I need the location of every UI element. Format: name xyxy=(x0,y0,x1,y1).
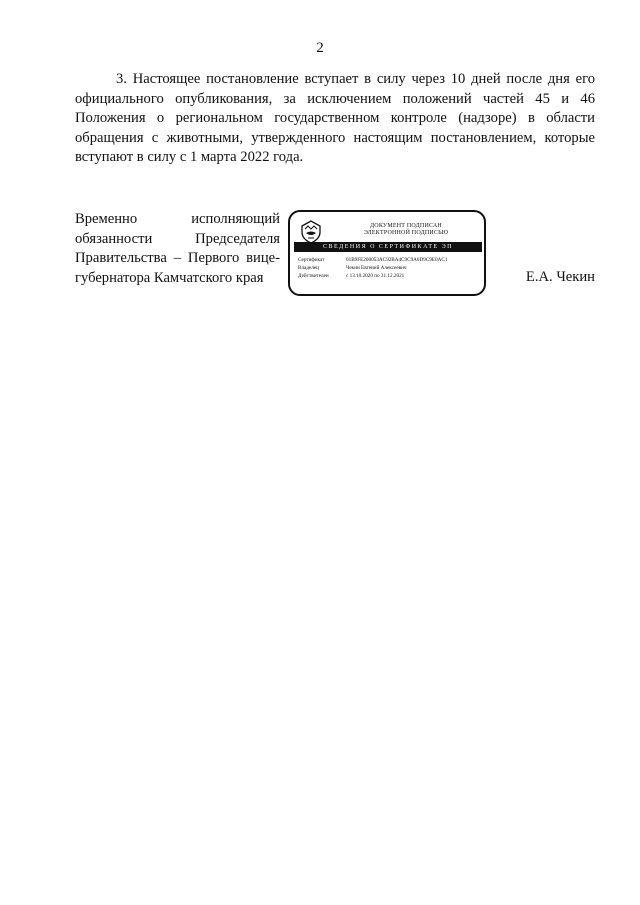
stamp-title-line: ЭЛЕКТРОННОЙ ПОДПИСЬЮ xyxy=(363,230,449,236)
page-number: 2 xyxy=(316,40,324,56)
stamp-title xyxy=(336,223,476,237)
stamp-row-label: Владелец xyxy=(298,265,319,271)
signer-name: Е.А. Чекин xyxy=(525,269,595,285)
stamp-row-value: Чекин Евгений Алексеевич xyxy=(346,265,407,271)
stamp-title-line: ДОКУМЕНТ ПОДПИСАН xyxy=(370,223,442,229)
stamp-row-value: с 13.10.2020 по 31.12.2021 xyxy=(346,273,405,279)
signer-title: Временно исполняющий обязанности Председателя Правительства – Первого вице-губернатора Камчатского края xyxy=(75,211,280,286)
stamp-row-validity xyxy=(298,272,480,280)
stamp-row-owner xyxy=(298,264,480,272)
stamp-row-value: 01B9FE200053AC92BA4C9C9A0D9C9E0AC1 xyxy=(346,257,448,263)
stamp-certificate-header: СВЕДЕНИЯ О СЕРТИФИКАТЕ ЭП xyxy=(294,242,482,252)
body-paragraph: 3. Настоящее постановление вступает в силу через 10 дней после дня его официального опубликования, за исключением положений частей 45 и 46 Положения о региональном государственном контроле (надзоре) в области обращения с животными, утвержденного настоящим постановлением, которые вступают в силу с 1 марта 2022 года. xyxy=(75,71,595,165)
stamp-row-label: Действителен xyxy=(298,273,329,279)
coat-of-arms-icon xyxy=(299,218,323,244)
electronic-signature-stamp xyxy=(288,210,486,296)
stamp-row-certificate xyxy=(298,256,480,264)
stamp-details xyxy=(298,256,480,280)
stamp-row-label: Сертификат xyxy=(298,257,325,263)
